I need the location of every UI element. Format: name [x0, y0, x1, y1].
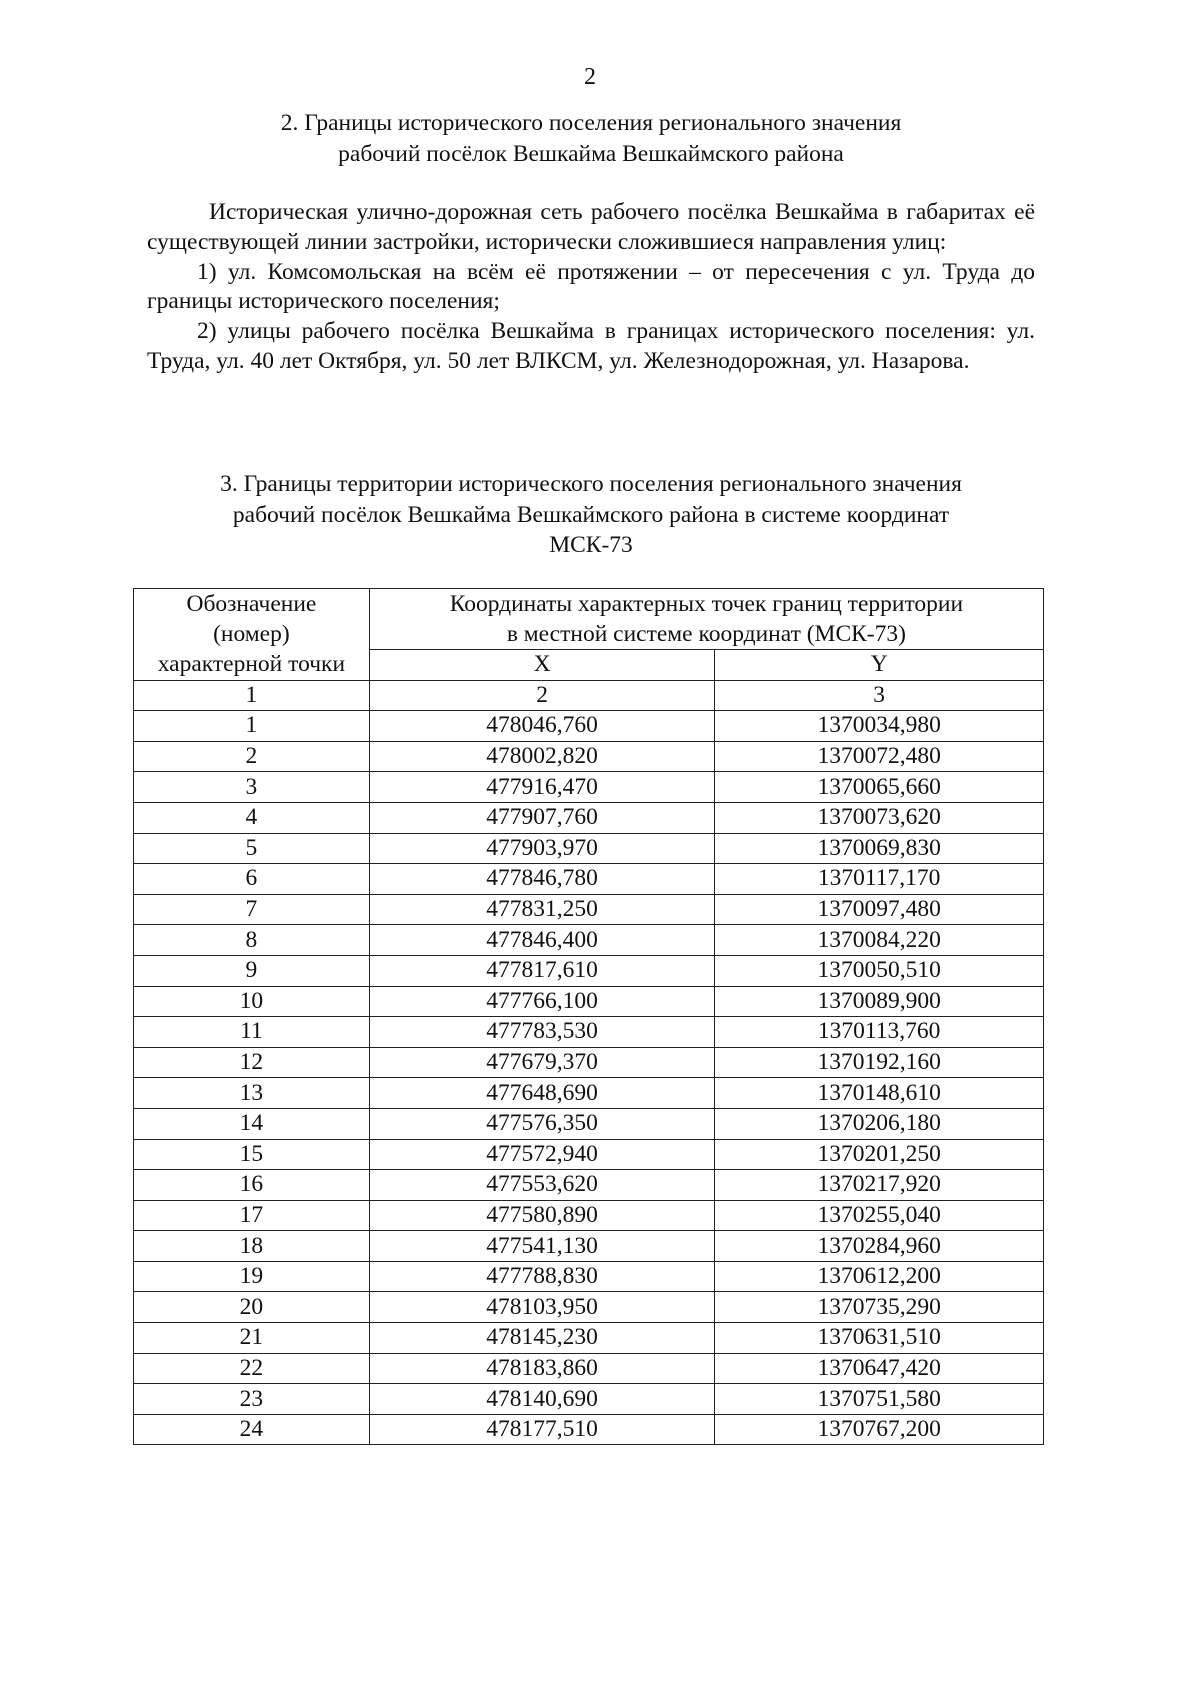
x-coordinate: 478140,690	[369, 1384, 715, 1415]
x-coordinate: 477788,830	[369, 1261, 715, 1292]
table-row	[134, 1384, 1044, 1415]
x-coordinate: 477783,530	[369, 1017, 715, 1048]
table-row	[134, 1170, 1044, 1201]
x-coordinate: 477916,470	[369, 772, 715, 803]
point-number: 18	[134, 1231, 370, 1262]
table-row	[134, 1292, 1044, 1323]
point-number: 2	[134, 741, 370, 772]
header-line: Обозначение	[186, 591, 317, 618]
point-number: 24	[134, 1414, 370, 1445]
y-coordinate: 1370201,250	[715, 1139, 1044, 1170]
point-number: 12	[134, 1047, 370, 1078]
table-row	[134, 1078, 1044, 1109]
x-coordinate: 477907,760	[369, 802, 715, 833]
x-coordinate: 478103,950	[369, 1292, 715, 1323]
x-coordinate: 477648,690	[369, 1078, 715, 1109]
y-coordinate: 1370217,920	[715, 1170, 1044, 1201]
x-coordinate: 477576,350	[369, 1108, 715, 1139]
coordinates-header	[369, 589, 1043, 650]
x-header: X	[369, 650, 715, 681]
table-row	[134, 1200, 1044, 1231]
section-2-title-line: 2. Границы исторического поселения регионального значения	[280, 110, 902, 136]
point-number: 16	[134, 1170, 370, 1201]
table-row	[134, 986, 1044, 1017]
point-number: 3	[134, 772, 370, 803]
x-coordinate: 477580,890	[369, 1200, 715, 1231]
point-number: 8	[134, 925, 370, 956]
table-row	[134, 833, 1044, 864]
y-coordinate: 1370767,200	[715, 1414, 1044, 1445]
y-coordinate: 1370089,900	[715, 986, 1044, 1017]
point-number: 5	[134, 833, 370, 864]
y-coordinate: 1370192,160	[715, 1047, 1044, 1078]
section-2-body	[147, 198, 1035, 377]
point-number: 11	[134, 1017, 370, 1048]
point-number: 17	[134, 1200, 370, 1231]
point-number: 23	[134, 1384, 370, 1415]
x-coordinate: 477766,100	[369, 986, 715, 1017]
point-number: 19	[134, 1261, 370, 1292]
list-item: 1) ул. Комсомольская на всём её протяжении – от пересечения с ул. Труда до границы исторического поселения;	[147, 258, 1035, 315]
y-coordinate: 1370069,830	[715, 833, 1044, 864]
table-row	[134, 955, 1044, 986]
section-2-title-line: рабочий посёлок Вешкайма Вешкаймского района	[338, 140, 844, 167]
x-coordinate: 477903,970	[369, 833, 715, 864]
y-coordinate: 1370735,290	[715, 1292, 1044, 1323]
table-row	[134, 925, 1044, 956]
page-number: 2	[584, 64, 596, 90]
y-coordinate: 1370073,620	[715, 802, 1044, 833]
y-coordinate: 1370117,170	[715, 864, 1044, 895]
y-coordinate: 1370084,220	[715, 925, 1044, 956]
x-coordinate: 477846,780	[369, 864, 715, 895]
x-coordinate: 478145,230	[369, 1323, 715, 1354]
section-3-title-line: 3. Границы территории исторического поселения регионального значения	[220, 471, 962, 497]
point-number: 6	[134, 864, 370, 895]
column-number: 3	[715, 680, 1044, 711]
y-coordinate: 1370206,180	[715, 1108, 1044, 1139]
table-row	[134, 894, 1044, 925]
y-coordinate: 1370050,510	[715, 955, 1044, 986]
section-2-title	[147, 108, 1035, 169]
x-coordinate: 478002,820	[369, 741, 715, 772]
point-number: 7	[134, 894, 370, 925]
table-row	[134, 1353, 1044, 1384]
section-3-title-line: МСК-73	[549, 532, 633, 558]
point-number: 15	[134, 1139, 370, 1170]
x-coordinate: 478183,860	[369, 1353, 715, 1384]
x-coordinate: 477553,620	[369, 1170, 715, 1201]
x-coordinate: 477831,250	[369, 894, 715, 925]
column-number: 2	[369, 680, 715, 711]
table-row	[134, 741, 1044, 772]
point-number: 10	[134, 986, 370, 1017]
x-coordinate: 477541,130	[369, 1231, 715, 1262]
header-line: Координаты характерных точек границ территории	[449, 591, 964, 617]
table-row	[134, 1261, 1044, 1292]
table-row	[134, 1047, 1044, 1078]
x-coordinate: 478177,510	[369, 1414, 715, 1445]
table-row	[134, 1108, 1044, 1139]
y-coordinate: 1370751,580	[715, 1384, 1044, 1415]
table-row	[134, 711, 1044, 742]
y-coordinate: 1370072,480	[715, 741, 1044, 772]
y-coordinate: 1370631,510	[715, 1323, 1044, 1354]
point-number: 22	[134, 1353, 370, 1384]
column-number: 1	[134, 680, 370, 711]
header-line: характерной точки	[157, 651, 346, 678]
point-number: 14	[134, 1108, 370, 1139]
x-coordinate: 477679,370	[369, 1047, 715, 1078]
y-coordinate: 1370097,480	[715, 894, 1044, 925]
x-coordinate: 477817,610	[369, 955, 715, 986]
point-number: 9	[134, 955, 370, 986]
y-header: Y	[715, 650, 1044, 681]
header-line: (номер)	[213, 621, 290, 648]
y-coordinate: 1370612,200	[715, 1261, 1044, 1292]
point-number: 1	[134, 711, 370, 742]
y-coordinate: 1370148,610	[715, 1078, 1044, 1109]
table-row	[134, 1414, 1044, 1445]
list-item: 2) улицы рабочего посёлка Вешкайма в границах исторического поселения: ул. Труда, ул. 40 лет Октября, ул. 50 лет ВЛКСМ, ул. Железнодорожная, ул. Назарова.	[147, 318, 1035, 374]
intro-paragraph: Историческая улично-дорожная сеть рабочего посёлка Вешкайма в габаритах её существующей линии застройки, исторически сложившиеся направления улиц:	[147, 199, 1035, 255]
x-coordinate: 477572,940	[369, 1139, 715, 1170]
table-row	[134, 864, 1044, 895]
table-row	[134, 1231, 1044, 1262]
section-3-title-line: рабочий посёлок Вешкайма Вешкаймского района в системе координат	[232, 501, 950, 528]
point-number: 4	[134, 802, 370, 833]
point-number: 13	[134, 1078, 370, 1109]
y-coordinate: 1370065,660	[715, 772, 1044, 803]
coordinates-table	[133, 588, 1044, 1445]
x-coordinate: 478046,760	[369, 711, 715, 742]
section-3-title	[147, 469, 1035, 561]
y-coordinate: 1370113,760	[715, 1017, 1044, 1048]
y-coordinate: 1370647,420	[715, 1353, 1044, 1384]
x-coordinate: 477846,400	[369, 925, 715, 956]
point-number: 20	[134, 1292, 370, 1323]
table-row	[134, 1139, 1044, 1170]
table-row	[134, 802, 1044, 833]
table-row	[134, 772, 1044, 803]
y-coordinate: 1370255,040	[715, 1200, 1044, 1231]
table-row	[134, 1323, 1044, 1354]
y-coordinate: 1370034,980	[715, 711, 1044, 742]
point-number-header	[134, 589, 370, 681]
point-number: 21	[134, 1323, 370, 1354]
table-row	[134, 1017, 1044, 1048]
header-line: в местной системе координат (МСК-73)	[506, 621, 906, 647]
y-coordinate: 1370284,960	[715, 1231, 1044, 1262]
